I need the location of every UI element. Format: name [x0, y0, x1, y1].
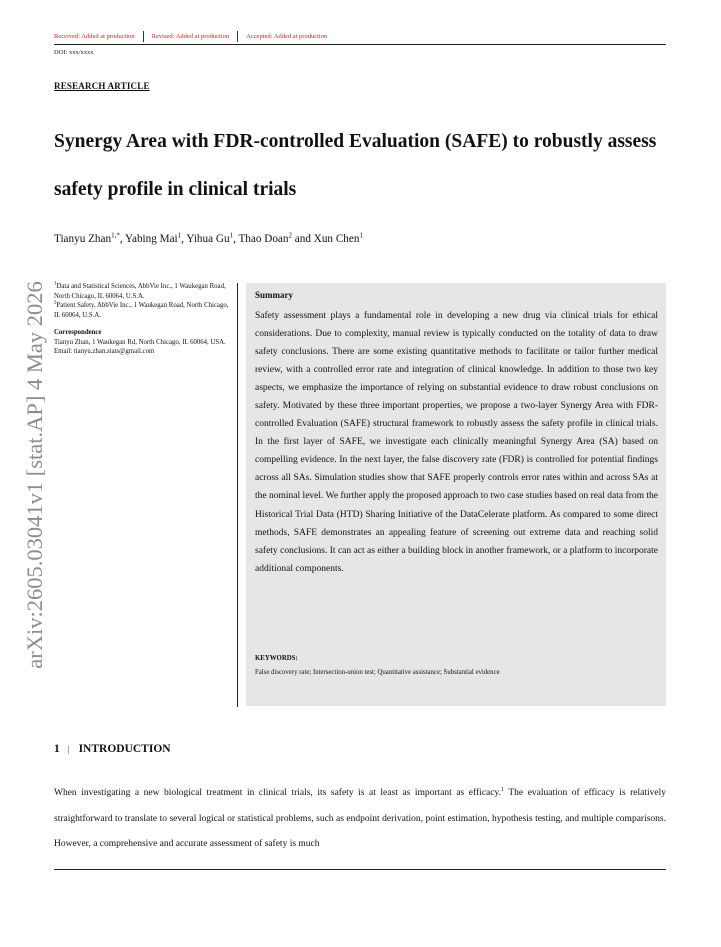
paper-title: Synergy Area with FDR-controlled Evaluation (SAFE) to robustly assess safety profile in clinical trials — [54, 131, 657, 200]
author-name: Tianyu Zhan — [54, 233, 112, 245]
revised-date: Revised: Added at production — [151, 33, 230, 40]
summary-text: Safety assessment plays a fundamental role in developing a new drug via clinical trials for ethical considerations. Due to complexity, manual review is typically conducted on the totality of data to draw safety conclusions. There are some existing quantitative methods to facilitate or tailor further medical review, with a controlled error rate and integration of clinical knowledge. In addition to those two key aspects, we emphasize the importance of relying on substantial evidence to draw robust conclusions on safety. Motivated by these three important properties, we propose a two-layer Synergy Area with FDR-controlled Evaluation (SAFE) structural framework to robustly assess the safety profile in clinical trials. In the first layer of SAFE, we investigate each clinically meaningful Synergy Area (SA) based on compelling evidence. In the next layer, the false discovery rate (FDR) is controlled for potential findings across all SAs. Simulation studies show that SAFE properly controls error rates within and across SAs at the nominal level. We further apply the proposed approach to two case studies based on real data from the Historical Trial Data (HTD) Sharing Initiative of the DataCelerate platform. As compared to some direct methods, SAFE demonstrates an appealing feature of screening out extreme data and reaching solid safety conclusions. It can act as either a building block in another framework, or a platform to incorporate additional components. — [255, 311, 658, 574]
citation-ref[interactable]: 1 — [500, 786, 504, 793]
date-divider — [237, 31, 238, 42]
correspondence-email: Email: tianyu.zhan.stats@gmail.com — [54, 348, 155, 355]
publication-dates — [54, 31, 327, 42]
section-title: INTRODUCTION — [78, 743, 171, 755]
author-name: Yabing Mai — [125, 233, 178, 245]
affiliation-1 — [54, 282, 232, 301]
affiliation-2 — [54, 301, 232, 320]
received-date: Received: Added at production — [54, 33, 135, 40]
author-affiliation-marker: 1 — [229, 231, 234, 240]
section-heading-introduction — [54, 743, 171, 755]
arxiv-watermark: arXiv:2605.03041v1 [stat.AP] 4 May 2026 — [22, 281, 47, 669]
doi: DOI: xxx/xxxx — [54, 49, 94, 56]
affiliation-marker: 2 — [54, 300, 57, 306]
correspondence-heading: Correspondence — [54, 329, 102, 336]
author-name: Thao Doan — [238, 233, 289, 245]
affiliation-text: Data and Statistical Sciences, AbbVie Inc., 1 Waukegan Road, North Chicago, IL 60064, U.S.A. — [54, 283, 226, 300]
affiliations-column — [54, 282, 232, 357]
affiliation-text: Patient Safety, AbbVie Inc., 1 Waukegan Road, North Chicago, IL 60064, U.S.A. — [54, 302, 229, 319]
intro-text: When investigating a new biological treatment in clinical trials, its safety is at least as important as efficacy. — [54, 788, 501, 798]
header-rule — [54, 44, 666, 45]
author-affiliation-marker: 2 — [288, 231, 292, 240]
author-name: Xun Chen — [313, 233, 360, 245]
date-divider — [143, 31, 144, 42]
keywords-heading: KEYWORDS: — [255, 655, 298, 662]
section-divider: | — [67, 744, 70, 754]
column-divider — [237, 283, 238, 707]
article-type: RESEARCH ARTICLE — [54, 81, 150, 91]
correspondence-address: Tianyu Zhan, 1 Waukegan Rd, North Chicago, IL 60064, USA. — [54, 338, 226, 346]
author-affiliation-marker: 1,* — [111, 231, 120, 240]
author-name: Yihua Gu — [186, 233, 230, 245]
introduction-paragraph — [54, 781, 666, 858]
footer-rule — [54, 869, 666, 870]
affiliation-marker: 1 — [54, 281, 57, 287]
author-list: Tianyu Zhan$^{1,*}$, Yabing Mai$^1$, Yihua Gu$^1$, Thao Doan$^2$ and Xun Chen$^1$ — [54, 231, 363, 245]
summary-heading: Summary — [255, 290, 293, 300]
intro-text: The evaluation of efficacy is relatively straightforward to translate to several logical or statistical problems, such as endpoint derivation, point estimation, hypothesis testing, and multiple comparisons. However, a comprehensive and accurate assessment of safety is much — [54, 788, 667, 850]
section-number: 1 — [54, 743, 60, 755]
author-affiliation-marker: 1 — [359, 231, 363, 240]
author-affiliation-marker: 1 — [177, 231, 182, 240]
accepted-date: Accepted: Added at production — [246, 33, 328, 40]
keywords-list: False discovery rate; Intersection-union test; Quantitative assistance; Substantial evidence — [255, 669, 500, 676]
